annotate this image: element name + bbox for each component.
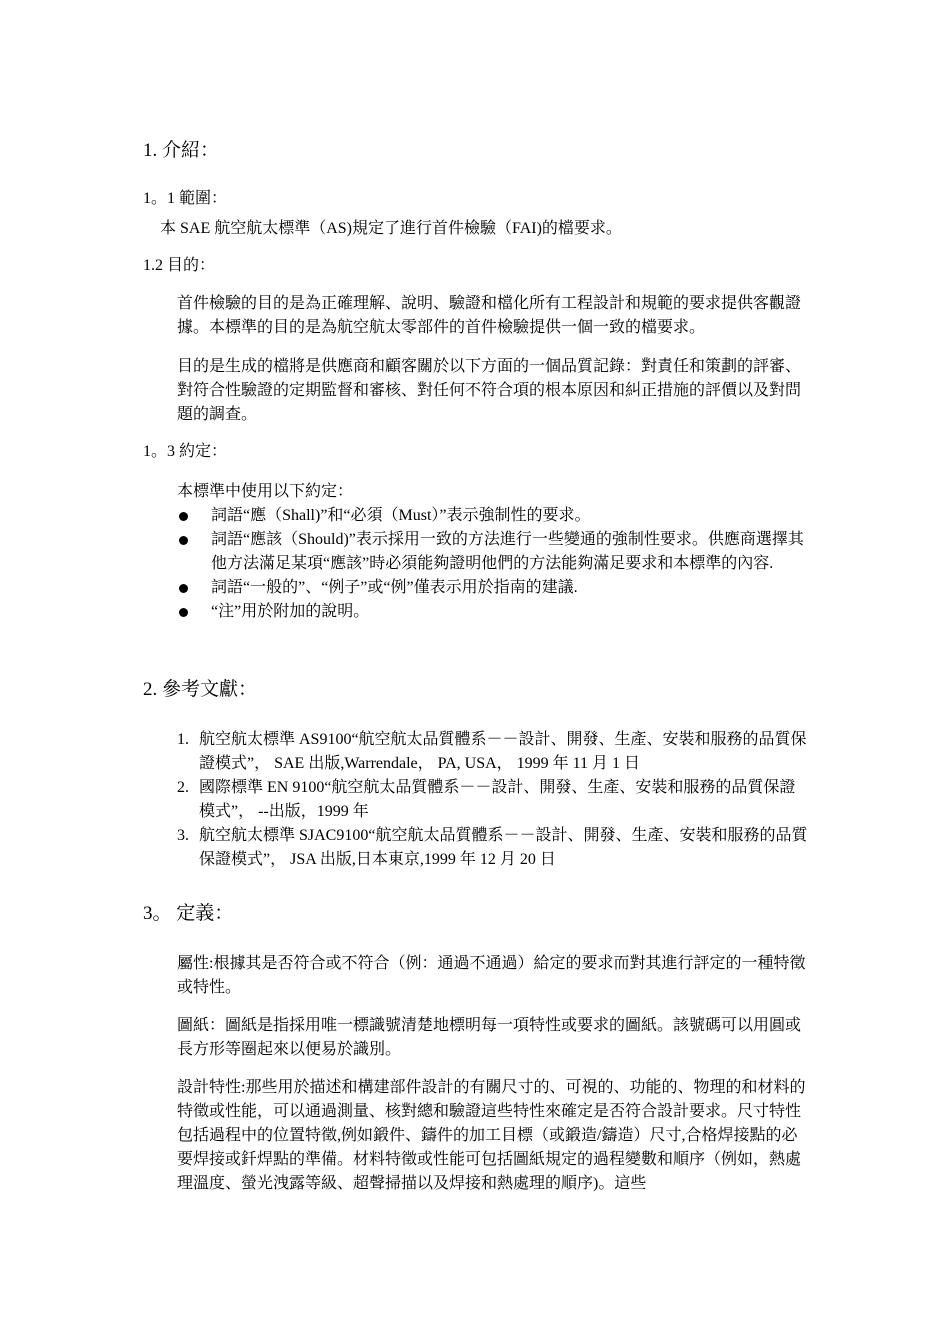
bullet-icon (179, 608, 188, 617)
purpose-paragraph-2: 目的是生成的檔將是供應商和顧客關於以下方面的一個品質記錄：對責任和策劃的評審、對符合性驗證的定期監督和審核、對任何不符合項的根本原因和糾正措施的評價以及對問題的調查。 (177, 358, 802, 423)
section-2-heading: 2. 參考文獻： (143, 679, 258, 700)
purpose-paragraph-1: 首件檢驗的目的是為正確理解、說明、驗證和檔化所有工程設計和規範的要求提供客觀證據。本標準的目的是為航空航太零部件的首件檢驗提供一個一致的檔要求。 (177, 295, 802, 336)
convention-text: 詞語“應該（Should)”表示採用一致的方法進行一些變通的強制性要求。供應商選擇其他方法滿足某項“應該”時必須能夠證明他們的方法能夠滿足要求和本標準的內容. (211, 531, 804, 572)
bullet-icon (179, 536, 188, 545)
conventions-intro: 本標準中使用以下約定： (177, 483, 354, 500)
section-3-heading: 3。 定義： (143, 903, 234, 924)
reference-text: 國際標準 EN 9100“航空航太品質體系－－設計、開發、生產、安裝和服務的品質保證模式”， --出版，1999 年 (199, 779, 796, 820)
list-item (177, 728, 809, 776)
section-1-heading: 1. 介紹： (143, 140, 220, 161)
list-item (177, 776, 809, 824)
definition-drawing: 圖紙：圖紙是指採用唯一標識號清楚地標明每一項特性或要求的圖紙。該號碼可以用圓或長方形等圈起來以便易於識別。 (177, 1017, 802, 1058)
section-1-3-heading: 1。3 約定： (143, 443, 228, 460)
bullet-icon (179, 584, 188, 593)
list-item (177, 528, 809, 576)
reference-number: 1. (177, 731, 189, 748)
definition-attribute: 屬性:根據其是否符合或不符合（例：通過不通過）給定的要求而對其進行評定的一種特徵或特性。 (177, 955, 806, 996)
convention-text: “注”用於附加的說明。 (211, 603, 370, 620)
reference-text: 航空航太標準 SJAC9100“航空航太品質體系－－設計、開發、生產、安裝和服務的品質保證模式”， JSA 出版,日本東京,1999 年 12 月 20 日 (199, 827, 808, 868)
reference-number: 3. (177, 827, 189, 844)
list-item (177, 576, 809, 600)
definition-design-characteristic: 設計特性:那些用於描述和構建部件設計的有關尺寸的、可視的、功能的、物理的和材料的特徵或性能，可以通過測量、核對總和驗證這些特性來確定是否符合設計要求。尺寸特性包括過程中的位置特徵,例如鍛件、鑄件的加工目標（或鍛造/鑄造）尺寸,合格焊接點的必要焊接或釺焊點的準備。材料特徵或性能可包括圖紙規定的過程變數和順序（例如，熱處理溫度、螢光洩露等級、超聲掃描以及焊接和熱處理的順序)。這些 (177, 1079, 806, 1192)
section-1-1-heading: 1。1 範圍： (143, 190, 228, 207)
convention-text: 詞語“應（Shall)”和“必須（Must）”表示強制性的要求。 (211, 507, 591, 524)
section-1-2-heading: 1.2 目的： (143, 257, 216, 274)
reference-number: 2. (177, 779, 189, 796)
bullet-icon (179, 512, 188, 521)
list-item (177, 504, 809, 528)
list-item (177, 824, 809, 872)
reference-text: 航空航太標準 AS9100“航空航太品質體系－－設計、開發、生產、安裝和服務的品質保證模式”， SAE 出版,Warrendale， PA, USA， 1999 年 11 月 1 日 (199, 731, 807, 772)
scope-paragraph: 本 SAE 航空航太標準（AS)規定了進行首件檢驗（FAI)的檔要求。 (160, 220, 622, 237)
list-item (177, 600, 809, 624)
convention-text: 詞語“一般的”、“例子”或“例”僅表示用於指南的建議. (211, 579, 578, 596)
references-list (177, 728, 809, 872)
conventions-list (177, 504, 809, 624)
